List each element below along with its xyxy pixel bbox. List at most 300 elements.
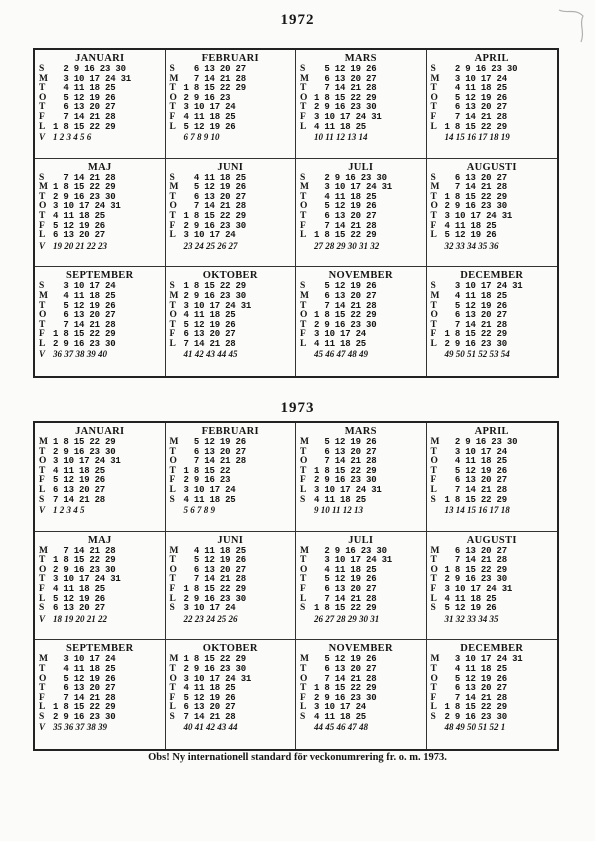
week-numbers <box>170 722 292 733</box>
day-numbers: 4 11 18 25 <box>53 584 106 595</box>
weekday-letter: S <box>39 281 45 292</box>
weekday-letter: S <box>39 711 45 722</box>
day-numbers: 7 14 21 28 <box>314 673 377 684</box>
weekday-letter: M <box>39 73 48 84</box>
weekday-letter: L <box>169 593 176 604</box>
weekday-letter: O <box>430 92 438 103</box>
day-numbers: 3 10 17 24 31 <box>314 182 393 193</box>
day-numbers: 5 12 19 26 <box>444 603 497 614</box>
weekday-letter: O <box>430 201 438 212</box>
weekday-letter: T <box>169 191 176 202</box>
weekday-row <box>39 496 161 506</box>
day-numbers: 1 8 15 22 29 <box>314 465 377 476</box>
month-block <box>35 423 166 532</box>
day-numbers: 6 13 20 27 <box>444 683 507 694</box>
month-name: MARS <box>344 53 377 64</box>
weekday-row <box>431 496 554 506</box>
day-numbers: 2 9 16 23 30 <box>53 191 116 202</box>
day-numbers: 3 10 17 24 31 <box>314 111 382 122</box>
weekday-letter: T <box>300 300 307 311</box>
weekday-letter: F <box>39 475 45 486</box>
day-numbers: 1 8 15 22 29 <box>53 437 116 447</box>
weekday-letter: T <box>300 465 307 476</box>
weekday-row <box>39 123 161 133</box>
week-numbers <box>431 722 554 733</box>
weekday-letter: M <box>300 182 309 193</box>
weekday-letter: L <box>169 702 176 713</box>
week-numbers <box>39 132 161 143</box>
weekday-letter: T <box>430 465 437 476</box>
day-numbers: 5 12 19 26 <box>314 437 377 447</box>
week-number-list: 1 2 3 4 5 <box>53 505 85 516</box>
day-numbers: 7 14 21 28 <box>444 319 507 330</box>
weekday-letter: M <box>430 182 440 193</box>
day-numbers: 5 12 19 26 <box>183 437 246 447</box>
day-numbers: 3 10 17 24 31 <box>444 281 523 292</box>
weekday-letter: T <box>430 663 437 674</box>
day-numbers: 2 9 16 23 30 <box>314 692 377 703</box>
week-marker: V <box>39 349 46 360</box>
weekday-letter: M <box>169 290 179 301</box>
day-numbers: 3 10 17 24 <box>444 446 507 457</box>
day-numbers: 2 9 16 23 30 <box>53 338 116 349</box>
weekday-letter: L <box>430 484 437 495</box>
day-numbers: 4 11 18 25 <box>444 663 507 674</box>
day-numbers: 4 11 18 25 <box>183 683 236 694</box>
week-number-list: 48 49 50 51 52 1 <box>444 722 506 733</box>
weekday-letter: O <box>39 201 47 212</box>
day-numbers: 3 10 17 24 <box>314 329 367 340</box>
weekday-letter: S <box>430 711 436 722</box>
weekday-letter: T <box>169 555 176 566</box>
day-numbers: 1 8 15 22 29 <box>183 211 246 222</box>
day-numbers: 4 11 18 25 <box>53 83 116 94</box>
weekday-letter: T <box>300 663 307 674</box>
weekday-row <box>431 604 554 614</box>
day-numbers: 5 12 19 26 <box>183 319 236 330</box>
day-numbers: 4 11 18 25 <box>444 290 507 301</box>
day-numbers: 4 11 18 25 <box>444 593 497 604</box>
day-numbers: 2 9 16 23 <box>183 92 231 103</box>
week-numbers <box>300 241 422 252</box>
day-numbers: 5 12 19 26 <box>444 230 497 241</box>
week-numbers <box>300 505 422 516</box>
day-numbers: 3 10 17 24 31 <box>444 211 513 222</box>
day-numbers: 2 9 16 23 30 <box>183 220 246 231</box>
weekday-letter: F <box>39 111 45 122</box>
day-numbers: 7 14 21 28 <box>444 555 507 566</box>
month-block <box>166 159 297 268</box>
weekday-letter: M <box>300 437 309 447</box>
weekday-letter: T <box>430 683 437 694</box>
weekday-row <box>300 123 422 133</box>
weekday-row <box>431 123 554 133</box>
day-numbers: 5 12 19 26 <box>444 673 507 684</box>
day-numbers: 1 8 15 22 29 <box>314 92 377 103</box>
weekday-letter: T <box>430 555 437 566</box>
week-numbers <box>431 505 554 516</box>
weekday-letter: T <box>169 300 176 311</box>
weekday-letter: F <box>300 220 306 231</box>
weekday-letter: O <box>300 201 308 212</box>
weekday-letter: M <box>300 290 309 301</box>
day-numbers: 6 13 20 27 <box>53 230 106 241</box>
weekday-letter: S <box>300 64 306 74</box>
day-numbers: 2 9 16 23 30 <box>183 593 246 604</box>
month-block <box>35 159 166 268</box>
weekday-letter: S <box>39 603 45 614</box>
day-numbers: 2 9 16 23 30 <box>444 574 507 585</box>
day-numbers: 2 9 16 23 30 <box>314 475 377 486</box>
day-numbers: 6 13 20 27 <box>53 484 106 495</box>
day-numbers: 7 14 21 28 <box>314 300 377 311</box>
weekday-letter: L <box>169 338 176 349</box>
week-numbers <box>431 349 554 360</box>
month-block <box>296 50 427 159</box>
day-numbers: 5 12 19 26 <box>183 182 246 193</box>
weekday-letter: F <box>430 692 437 703</box>
weekday-letter: F <box>39 584 45 595</box>
day-numbers: 4 11 18 25 <box>444 456 507 467</box>
year-title-1972: 1972 <box>280 12 315 28</box>
weekday-letter: M <box>430 545 440 556</box>
weekday-letter: M <box>430 290 440 301</box>
weekday-row <box>431 713 554 723</box>
day-numbers: 5 12 19 26 <box>314 64 377 74</box>
weekday-letter: F <box>430 329 437 340</box>
weekday-letter: M <box>430 437 440 447</box>
day-numbers: 2 9 16 23 30 <box>314 172 387 183</box>
weekday-letter: O <box>430 564 438 575</box>
day-numbers: 6 13 20 27 <box>53 603 106 614</box>
day-numbers: 7 14 21 28 <box>183 338 236 349</box>
week-number-list: 23 24 25 26 27 <box>183 240 238 251</box>
month-block <box>35 640 166 749</box>
weekday-letter: L <box>169 121 176 132</box>
day-numbers: 4 11 18 25 <box>183 172 246 183</box>
day-numbers: 2 9 16 23 30 <box>53 64 126 74</box>
month-name: OKTOBER <box>202 270 258 282</box>
calendar-grid-1973 <box>33 421 559 751</box>
weekday-letter: L <box>430 230 437 241</box>
weekday-letter: O <box>169 310 177 321</box>
weekday-row <box>170 340 292 350</box>
weekday-letter: T <box>169 446 176 457</box>
day-numbers: 3 10 17 24 31 <box>53 574 121 585</box>
weekday-letter: O <box>39 673 47 684</box>
weekday-letter: L <box>300 702 307 713</box>
weekday-letter: O <box>39 564 47 575</box>
day-numbers: 3 10 17 24 <box>183 603 236 614</box>
weekday-letter: T <box>169 663 176 674</box>
day-numbers: 5 12 19 26 <box>183 555 246 566</box>
month-name: AUGUSTI <box>466 161 517 173</box>
day-numbers: 6 13 20 27 <box>314 663 377 674</box>
weekday-row <box>431 231 554 241</box>
weekday-row <box>39 340 161 350</box>
month-name: APRIL <box>474 426 509 437</box>
day-numbers: 7 14 21 28 <box>314 593 377 604</box>
day-numbers: 6 13 20 27 <box>53 102 116 113</box>
weekday-letter: M <box>39 545 48 556</box>
day-numbers: 7 14 21 28 <box>444 182 507 193</box>
weekday-letter: T <box>430 300 437 311</box>
week-marker: V <box>39 613 46 624</box>
weekday-letter: F <box>430 475 437 486</box>
weekday-row <box>300 496 422 506</box>
week-number-list: 19 20 21 22 23 <box>53 240 107 251</box>
day-numbers: 2 9 16 23 30 <box>314 102 377 113</box>
weekday-letter: L <box>39 702 46 713</box>
day-numbers: 7 14 21 28 <box>183 201 246 212</box>
week-numbers <box>300 349 422 360</box>
month-block <box>166 423 297 532</box>
month-block <box>166 532 297 641</box>
weekday-letter: L <box>430 593 437 604</box>
day-numbers: 2 9 16 23 30 <box>444 201 507 212</box>
week-number-list: 27 28 29 30 31 32 <box>314 240 380 251</box>
day-numbers: 5 12 19 26 <box>314 201 377 212</box>
weekday-letter: T <box>300 191 307 202</box>
weekday-letter: S <box>300 494 306 505</box>
day-numbers: 4 11 18 25 <box>53 465 106 476</box>
weekday-letter: S <box>430 172 436 183</box>
month-block <box>166 50 297 159</box>
weekday-letter: T <box>39 300 46 311</box>
day-numbers: 5 12 19 26 <box>444 465 507 476</box>
day-numbers: 2 9 16 23 30 <box>183 290 246 301</box>
month-name: APRIL <box>474 53 509 64</box>
day-numbers: 7 14 21 28 <box>444 692 507 703</box>
weekday-letter: T <box>169 102 176 113</box>
week-numbers <box>39 722 161 733</box>
week-number-list: 18 19 20 21 22 <box>53 613 107 624</box>
day-numbers: 1 8 15 22 29 <box>314 310 377 321</box>
weekday-letter: F <box>39 692 45 703</box>
weekday-letter: T <box>39 102 46 113</box>
weekday-letter: O <box>169 92 177 103</box>
week-number-list: 40 41 42 43 44 <box>183 722 238 733</box>
weekday-letter: S <box>169 281 175 292</box>
day-numbers: 7 14 21 28 <box>314 220 377 231</box>
month-name: JANUARI <box>75 426 125 437</box>
week-marker: V <box>39 722 46 733</box>
weekday-letter: O <box>169 201 177 212</box>
day-numbers: 1 8 15 22 29 <box>183 654 246 665</box>
day-numbers: 5 12 19 26 <box>444 300 507 311</box>
weekday-letter: O <box>39 456 47 467</box>
weekday-row <box>170 123 292 133</box>
day-numbers: 2 9 16 23 30 <box>444 437 518 447</box>
day-numbers: 3 10 17 24 <box>53 654 116 665</box>
weekday-letter: O <box>39 92 47 103</box>
weekday-letter: F <box>300 329 306 340</box>
weekday-letter: M <box>39 654 48 665</box>
day-numbers: 4 11 18 25 <box>183 111 236 122</box>
day-numbers: 6 13 20 27 <box>183 702 236 713</box>
day-numbers: 1 8 15 22 29 <box>53 121 116 132</box>
week-marker: V <box>39 240 46 251</box>
weekday-letter: F <box>300 475 306 486</box>
weekday-row <box>300 231 422 241</box>
day-numbers: 6 13 20 27 <box>183 446 246 457</box>
day-numbers: 6 13 20 27 <box>444 172 507 183</box>
day-numbers: 4 11 18 25 <box>314 338 367 349</box>
weekday-letter: T <box>39 446 46 457</box>
week-numbers <box>431 614 554 625</box>
month-block <box>427 532 558 641</box>
weekday-letter: T <box>169 574 176 585</box>
weekday-letter: S <box>169 172 175 183</box>
day-numbers: 1 8 15 22 29 <box>53 555 116 566</box>
day-numbers: 2 9 16 23 30 <box>53 711 116 722</box>
day-numbers: 2 9 16 23 30 <box>314 319 377 330</box>
day-numbers: 3 10 17 24 <box>183 102 236 113</box>
weekday-letter: L <box>430 338 437 349</box>
day-numbers: 2 9 16 23 30 <box>444 64 518 74</box>
day-numbers: 4 11 18 25 <box>444 83 507 94</box>
month-block <box>35 267 166 376</box>
weekday-letter: F <box>169 692 176 703</box>
day-numbers: 5 12 19 26 <box>183 121 236 132</box>
weekday-letter: T <box>169 211 176 222</box>
weekday-letter: S <box>300 603 306 614</box>
weekday-letter: M <box>169 182 179 193</box>
day-numbers: 3 10 17 24 31 <box>444 584 513 595</box>
weekday-letter: L <box>39 121 46 132</box>
month-name: SEPTEMBER <box>66 643 134 655</box>
day-numbers: 2 9 16 23 30 <box>314 545 387 556</box>
day-numbers: 4 11 18 25 <box>183 545 246 556</box>
month-block <box>296 532 427 641</box>
day-numbers: 3 10 17 24 31 <box>314 484 382 495</box>
weekday-letter: L <box>300 230 307 241</box>
weekday-letter: T <box>39 319 46 330</box>
weekday-letter: S <box>169 64 175 74</box>
week-number-list: 35 36 37 38 39 <box>53 722 107 733</box>
weekday-letter: T <box>39 83 46 94</box>
day-numbers: 5 12 19 26 <box>314 654 377 665</box>
day-numbers: 3 10 17 24 31 <box>183 673 252 684</box>
weekday-letter: T <box>430 102 437 113</box>
weekday-letter: O <box>169 456 177 467</box>
month-name: MAJ <box>87 534 112 546</box>
day-numbers: 6 13 20 27 <box>53 310 116 321</box>
day-numbers: 7 14 21 28 <box>53 545 116 556</box>
weekday-letter: M <box>169 654 179 665</box>
month-block <box>166 267 297 376</box>
weekday-letter: M <box>169 73 179 84</box>
weekday-row <box>431 340 554 350</box>
weekday-letter: O <box>300 673 308 684</box>
week-numbers <box>170 349 292 360</box>
weekday-letter: T <box>300 555 307 566</box>
week-number-list: 26 27 28 29 30 31 <box>314 613 380 624</box>
weekday-letter: L <box>430 121 437 132</box>
weekday-letter: S <box>39 494 45 505</box>
weekday-letter: T <box>39 191 46 202</box>
weekday-letter: S <box>300 281 306 292</box>
month-block <box>296 159 427 268</box>
day-numbers: 1 8 15 22 29 <box>444 494 507 505</box>
weekday-row <box>170 604 292 614</box>
weekday-letter: M <box>39 437 48 447</box>
month-block <box>296 640 427 749</box>
month-name: DECEMBER <box>460 643 524 655</box>
weekday-letter: T <box>300 319 307 330</box>
month-block <box>296 423 427 532</box>
day-numbers: 6 13 20 27 <box>314 446 377 457</box>
day-numbers: 3 10 17 24 31 <box>53 201 121 212</box>
day-numbers: 3 10 17 24 31 <box>53 456 121 467</box>
week-numbers <box>39 349 161 360</box>
day-numbers: 6 13 20 27 <box>183 329 236 340</box>
week-numbers <box>431 241 554 252</box>
weekday-letter: T <box>169 83 176 94</box>
month-name: DECEMBER <box>460 270 524 282</box>
weekday-letter: S <box>169 711 175 722</box>
day-numbers: 5 12 19 26 <box>314 281 377 292</box>
weekday-letter: M <box>300 654 309 665</box>
weekday-letter: O <box>300 310 308 321</box>
day-numbers: 5 12 19 26 <box>53 300 116 311</box>
month-name: FEBRUARI <box>201 53 259 64</box>
weekday-letter: S <box>430 281 436 292</box>
weekday-letter: M <box>39 290 48 301</box>
weekday-letter: O <box>430 310 438 321</box>
month-block <box>35 50 166 159</box>
week-number-list: 45 46 47 48 49 <box>314 349 368 360</box>
weekday-letter: M <box>300 73 309 84</box>
day-numbers: 4 11 18 25 <box>444 220 497 231</box>
weekday-letter: S <box>39 64 45 74</box>
weekday-letter: T <box>39 683 46 694</box>
weekday-letter: T <box>430 319 437 330</box>
day-numbers: 7 14 21 28 <box>183 456 246 467</box>
day-numbers: 1 8 15 22 29 <box>444 564 507 575</box>
week-number-list: 6 7 8 9 10 <box>183 132 220 143</box>
day-numbers: 7 14 21 28 <box>53 172 116 183</box>
weekday-letter: F <box>300 111 306 122</box>
week-number-list: 49 50 51 52 53 54 <box>444 349 510 360</box>
weekday-row <box>39 604 161 614</box>
weekday-letter: F <box>39 220 45 231</box>
weekday-letter: M <box>430 654 440 665</box>
weekday-letter: T <box>300 211 307 222</box>
weekday-letter: T <box>430 83 437 94</box>
week-numbers <box>39 614 161 625</box>
week-number-list: 41 42 43 44 45 <box>183 349 238 360</box>
weekday-letter: F <box>169 584 176 595</box>
week-numbers <box>170 241 292 252</box>
day-numbers: 4 11 18 25 <box>314 564 377 575</box>
corner-smudge-mark <box>557 6 587 46</box>
day-numbers: 1 8 15 22 29 <box>183 584 246 595</box>
week-numbers <box>300 132 422 143</box>
weekday-letter: F <box>300 584 306 595</box>
month-block <box>35 532 166 641</box>
day-numbers: 1 8 15 22 29 <box>314 230 377 241</box>
day-numbers: 1 8 15 22 29 <box>444 191 507 202</box>
weekday-letter: L <box>39 593 46 604</box>
weekday-letter: O <box>39 310 47 321</box>
weekday-letter: T <box>39 211 46 222</box>
day-numbers: 2 9 16 23 <box>183 475 231 486</box>
weekday-letter: T <box>300 574 307 585</box>
day-numbers: 6 13 20 27 <box>444 102 507 113</box>
weekday-letter: F <box>169 329 176 340</box>
weekday-letter: L <box>300 121 307 132</box>
